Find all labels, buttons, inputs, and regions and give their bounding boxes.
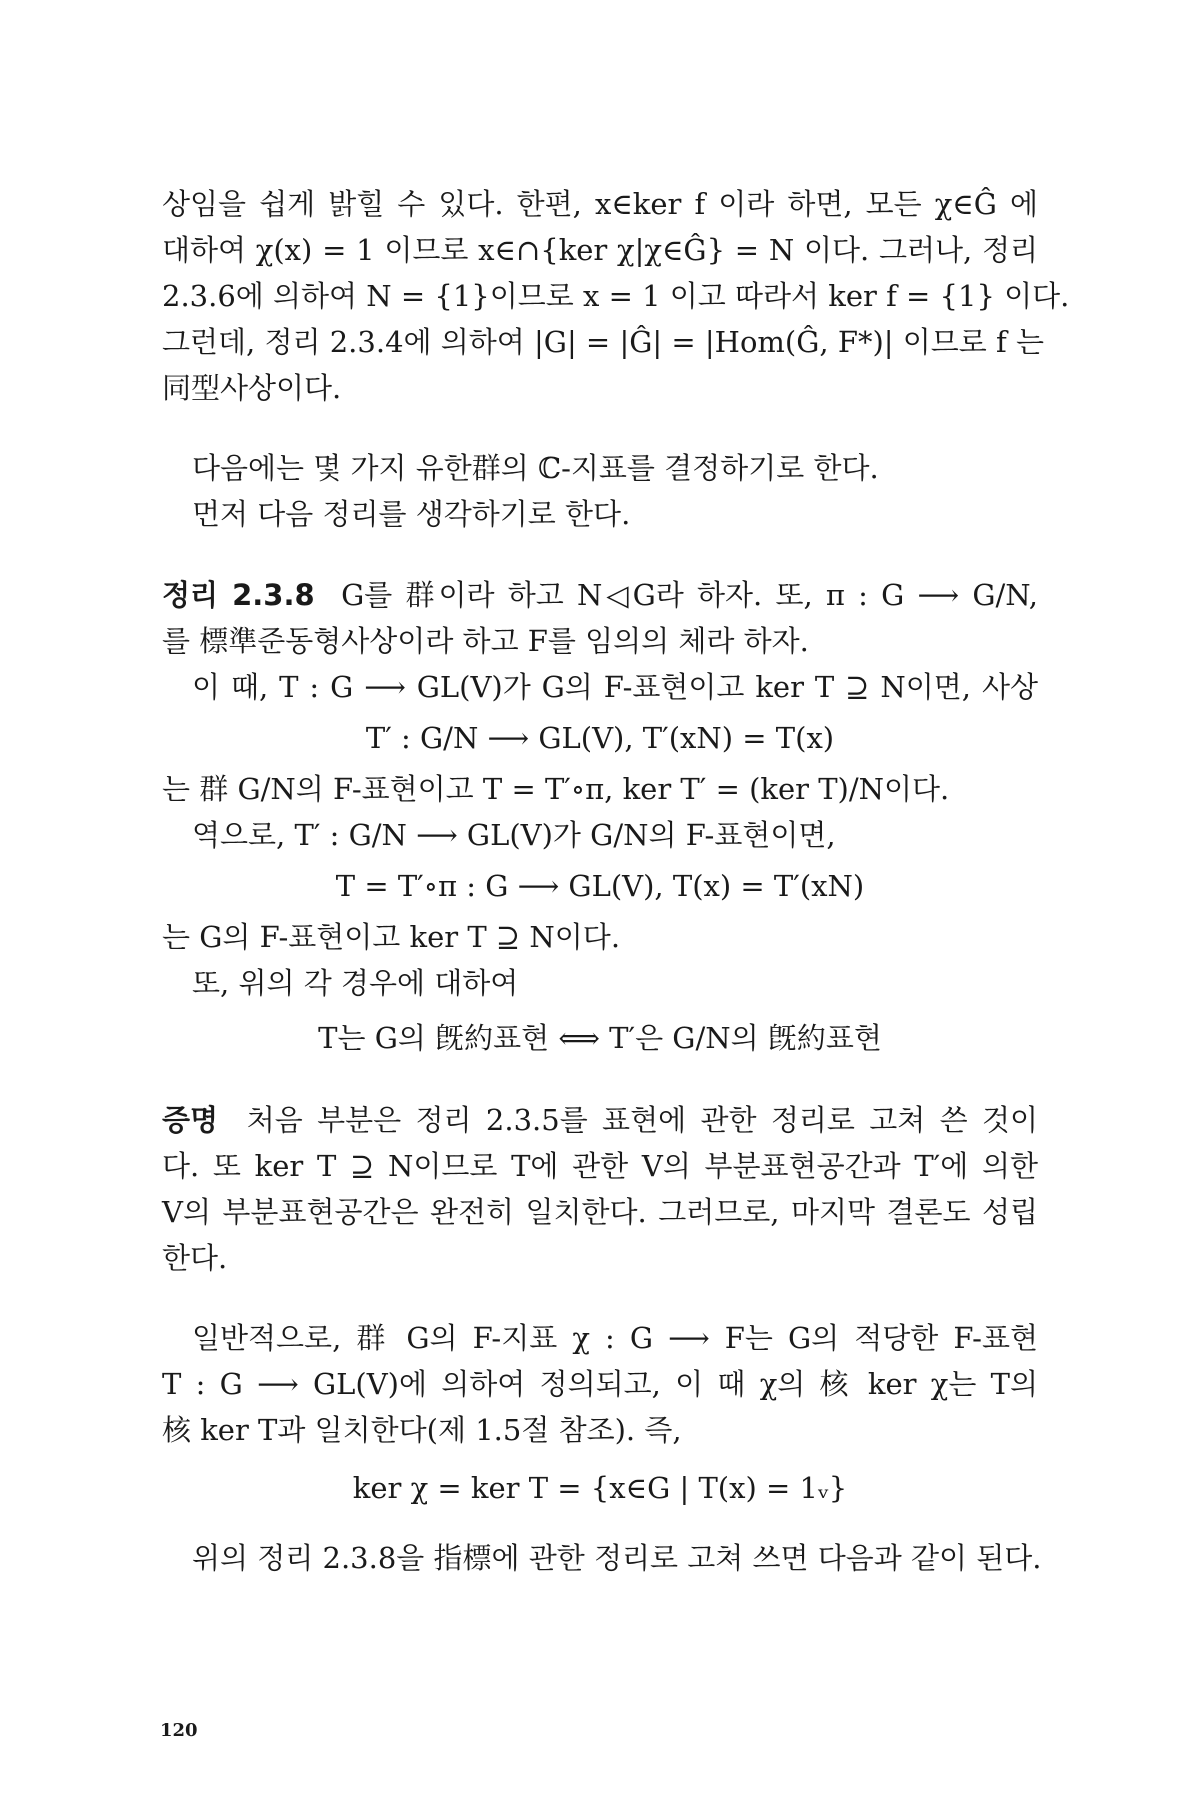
- equation: T′ : G/N ⟶ GL(V), T′(xN) = T(x): [365, 721, 835, 755]
- equation: T는 G의 旣約표현 ⟺ T′은 G/N의 旣約표현: [318, 1021, 882, 1055]
- text-line: 다. 또 ker T ⊇ N이므로 T에 관한 V의 부분표현공간과 T′에 의한: [162, 1149, 1038, 1183]
- text-line: 를 標準준동형사상이라 하고 F를 임의의 체라 하자.: [162, 624, 809, 658]
- text-line: 다음에는 몇 가지 유한群의 ℂ-지표를 결정하기로 한다.: [192, 451, 879, 485]
- page-number: 120: [160, 1720, 198, 1741]
- text-line: V의 부분표현공간은 완전히 일치한다. 그러므로, 마지막 결론도 성립: [162, 1195, 1038, 1229]
- text-line: 대하여 χ(x) = 1 이므로 x∈∩{ker χ|χ∈Ĝ} = N 이다. 그러나, 정리: [162, 233, 1038, 267]
- text-line: 상임을 쉽게 밝힐 수 있다. 한편, x∈ker f 이라 하면, 모든 χ∈Ĝ 에: [162, 187, 1038, 221]
- proof-line: [162, 1100, 1038, 1140]
- text-line: 이 때, T : G ⟶ GL(V)가 G의 F-표현이고 ker T ⊇ N이면, 사상: [192, 670, 1038, 704]
- text-line: 그런데, 정리 2.3.4에 의하여 |G| = |Ĝ| = |Hom(Ĝ, F*)| 이므로 f 는: [162, 325, 1044, 359]
- text-line: T : G ⟶ GL(V)에 의하여 정의되고, 이 때 χ의 核 ker χ는 T의: [162, 1367, 1038, 1401]
- equation: T = T′∘π : G ⟶ GL(V), T(x) = T′(xN): [335, 869, 865, 903]
- text-line: 또, 위의 각 경우에 대하여: [192, 966, 519, 1000]
- text-line: 核 ker T과 일치한다(제 1.5절 참조). 즉,: [162, 1413, 682, 1447]
- theorem-line: [162, 575, 1038, 615]
- equation: ker χ = ker T = {x∈G | T(x) = 1ᵥ}: [352, 1471, 848, 1505]
- text-line: 일반적으로, 群 G의 F-지표 χ : G ⟶ F는 G의 적당한 F-표현: [192, 1321, 1038, 1355]
- text-line: 2.3.6에 의하여 N = {1}이므로 x = 1 이고 따라서 ker f = {1} 이다.: [162, 279, 1070, 313]
- theorem-heading: 정리 2.3.8: [162, 578, 315, 612]
- text-line: 한다.: [162, 1241, 228, 1275]
- text-line: 는 群 G/N의 F-표현이고 T = T′∘π, ker T′ = (ker T)/N이다.: [162, 772, 950, 806]
- text-line: 먼저 다음 정리를 생각하기로 한다.: [192, 497, 631, 531]
- proof-heading: 증명: [162, 1103, 219, 1137]
- text-line: 는 G의 F-표현이고 ker T ⊇ N이다.: [162, 920, 621, 954]
- text-line: 위의 정리 2.3.8을 指標에 관한 정리로 고쳐 쓰면 다음과 같이 된다.: [192, 1541, 1042, 1575]
- proof-text: 처음 부분은 정리 2.3.5를 표현에 관한 정리로 고쳐 쓴 것이: [246, 1103, 1038, 1137]
- text-line: 역으로, T′ : G/N ⟶ GL(V)가 G/N의 F-표현이면,: [192, 818, 836, 852]
- text-line: 同型사상이다.: [162, 371, 342, 405]
- theorem-statement: G를 群이라 하고 N◁G라 하자. 또, π : G ⟶ G/N,: [341, 578, 1038, 612]
